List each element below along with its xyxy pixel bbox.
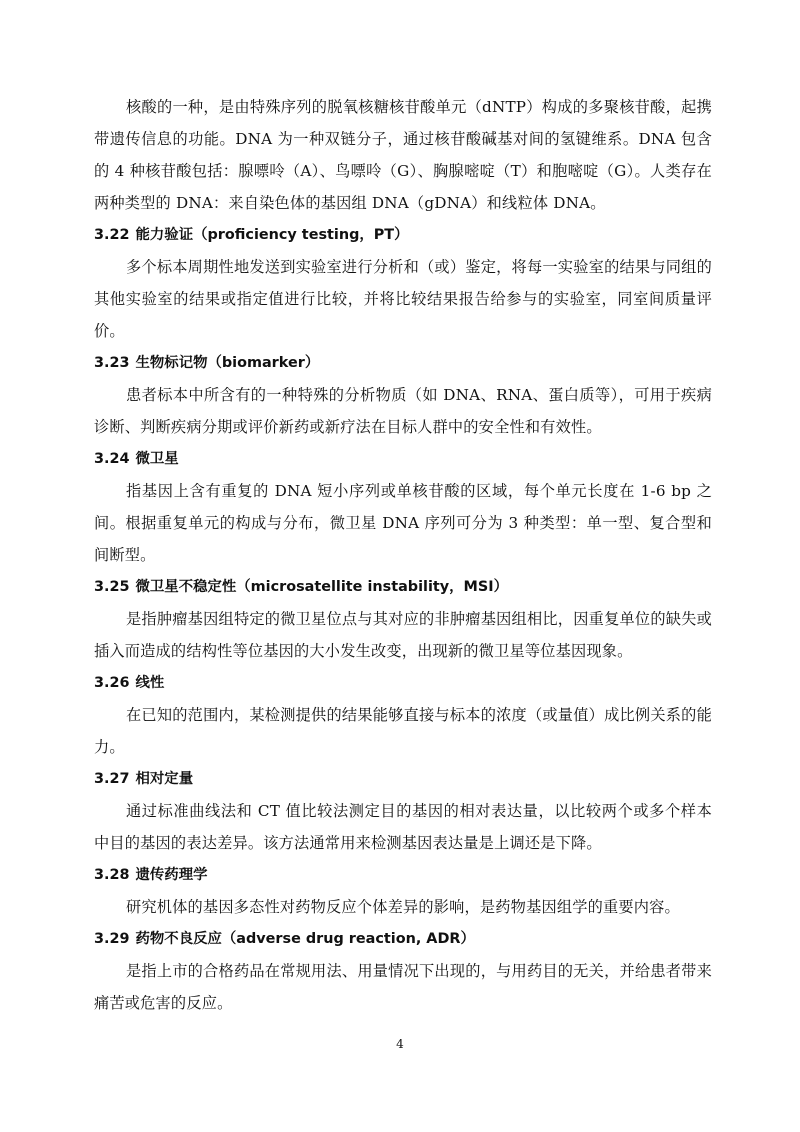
section-number: 3.27 <box>94 771 130 787</box>
section-3-25 <box>94 571 712 667</box>
section-body: 通过标准曲线法和 CT 值比较法测定目的基因的相对表达量，以比较两个或多个样本中目的基因的表达差异。该方法通常用来检测基因表达量是上调还是下降。 <box>94 802 712 852</box>
section-title: 生物标记物（biomarker） <box>135 355 320 371</box>
section-heading <box>94 859 712 891</box>
section-number: 3.26 <box>94 675 130 691</box>
section-heading <box>94 667 712 699</box>
section-3-26 <box>94 667 712 763</box>
section-body: 在已知的范围内，某检测提供的结果能够直接与标本的浓度（或量值）成比例关系的能力。 <box>94 706 712 756</box>
section-body: 是指肿瘤基因组特定的微卫星位点与其对应的非肿瘤基因组相比，因重复单位的缺失或插入而造成的结构性等位基因的大小发生改变，出现新的微卫星等位基因现象。 <box>94 610 712 660</box>
section-number: 3.28 <box>94 867 130 883</box>
section-heading <box>94 923 712 955</box>
section-body: 多个标本周期性地发送到实验室进行分析和（或）鉴定，将每一实验室的结果与同组的其他实验室的结果或指定值进行比较，并将比较结果报告给参与的实验室，同室间质量评价。 <box>94 258 712 340</box>
section-number: 3.23 <box>94 355 130 371</box>
section-body: 研究机体的基因多态性对药物反应个体差异的影响，是药物基因组学的重要内容。 <box>126 898 680 916</box>
section-body: 是指上市的合格药品在常规用法、用量情况下出现的，与用药目的无关，并给患者带来痛苦或危害的反应。 <box>94 962 712 1012</box>
section-heading <box>94 763 712 795</box>
section-3-27 <box>94 763 712 859</box>
section-title: 遗传药理学 <box>135 867 208 883</box>
section-heading <box>94 443 712 475</box>
intro-paragraph: 核酸的一种，是由特殊序列的脱氧核糖核苷酸单元（dNTP）构成的多聚核苷酸，起携带遗传信息的功能。DNA 为一种双链分子，通过核苷酸碱基对间的氢键维系。DNA 包含的 4 种核苷酸包括：腺嘌呤（A）、鸟嘌呤（G）、胸腺嘧啶（T）和胞嘧啶（G）。人类存在两种类型的 DNA：来自染色体的基因组 DNA（gDNA）和线粒体 DNA。 <box>94 98 712 212</box>
section-heading <box>94 347 712 379</box>
section-title: 能力验证（proficiency testing，PT） <box>135 227 409 243</box>
section-number: 3.25 <box>94 579 130 595</box>
section-heading <box>94 219 712 251</box>
section-number: 3.24 <box>94 451 130 467</box>
section-3-24 <box>94 443 712 571</box>
section-number: 3.22 <box>94 227 130 243</box>
section-body: 患者标本中所含有的一种特殊的分析物质（如 DNA、RNA、蛋白质等），可用于疾病诊断、判断疾病分期或评价新药或新疗法在目标人群中的安全性和有效性。 <box>94 386 712 436</box>
section-title: 相对定量 <box>135 771 194 787</box>
section-number: 3.29 <box>94 931 130 947</box>
section-3-28 <box>94 859 712 923</box>
section-3-23 <box>94 347 712 443</box>
section-title: 线性 <box>135 675 165 691</box>
section-heading <box>94 571 712 603</box>
section-title: 微卫星不稳定性（microsatellite instability，MSI） <box>135 579 508 595</box>
section-title: 药物不良反应（adverse drug reaction, ADR） <box>135 931 475 947</box>
section-3-22 <box>94 219 712 347</box>
document-body <box>94 91 712 1019</box>
section-body: 指基因上含有重复的 DNA 短小序列或单核苷酸的区域，每个单元长度在 1-6 bp 之间。根据重复单元的构成与分布，微卫星 DNA 序列可分为 3 种类型：单一型、复合型和间断型。 <box>94 482 712 564</box>
section-3-29 <box>94 923 712 1019</box>
page-number: 4 <box>396 1037 404 1051</box>
section-title: 微卫星 <box>135 451 179 467</box>
